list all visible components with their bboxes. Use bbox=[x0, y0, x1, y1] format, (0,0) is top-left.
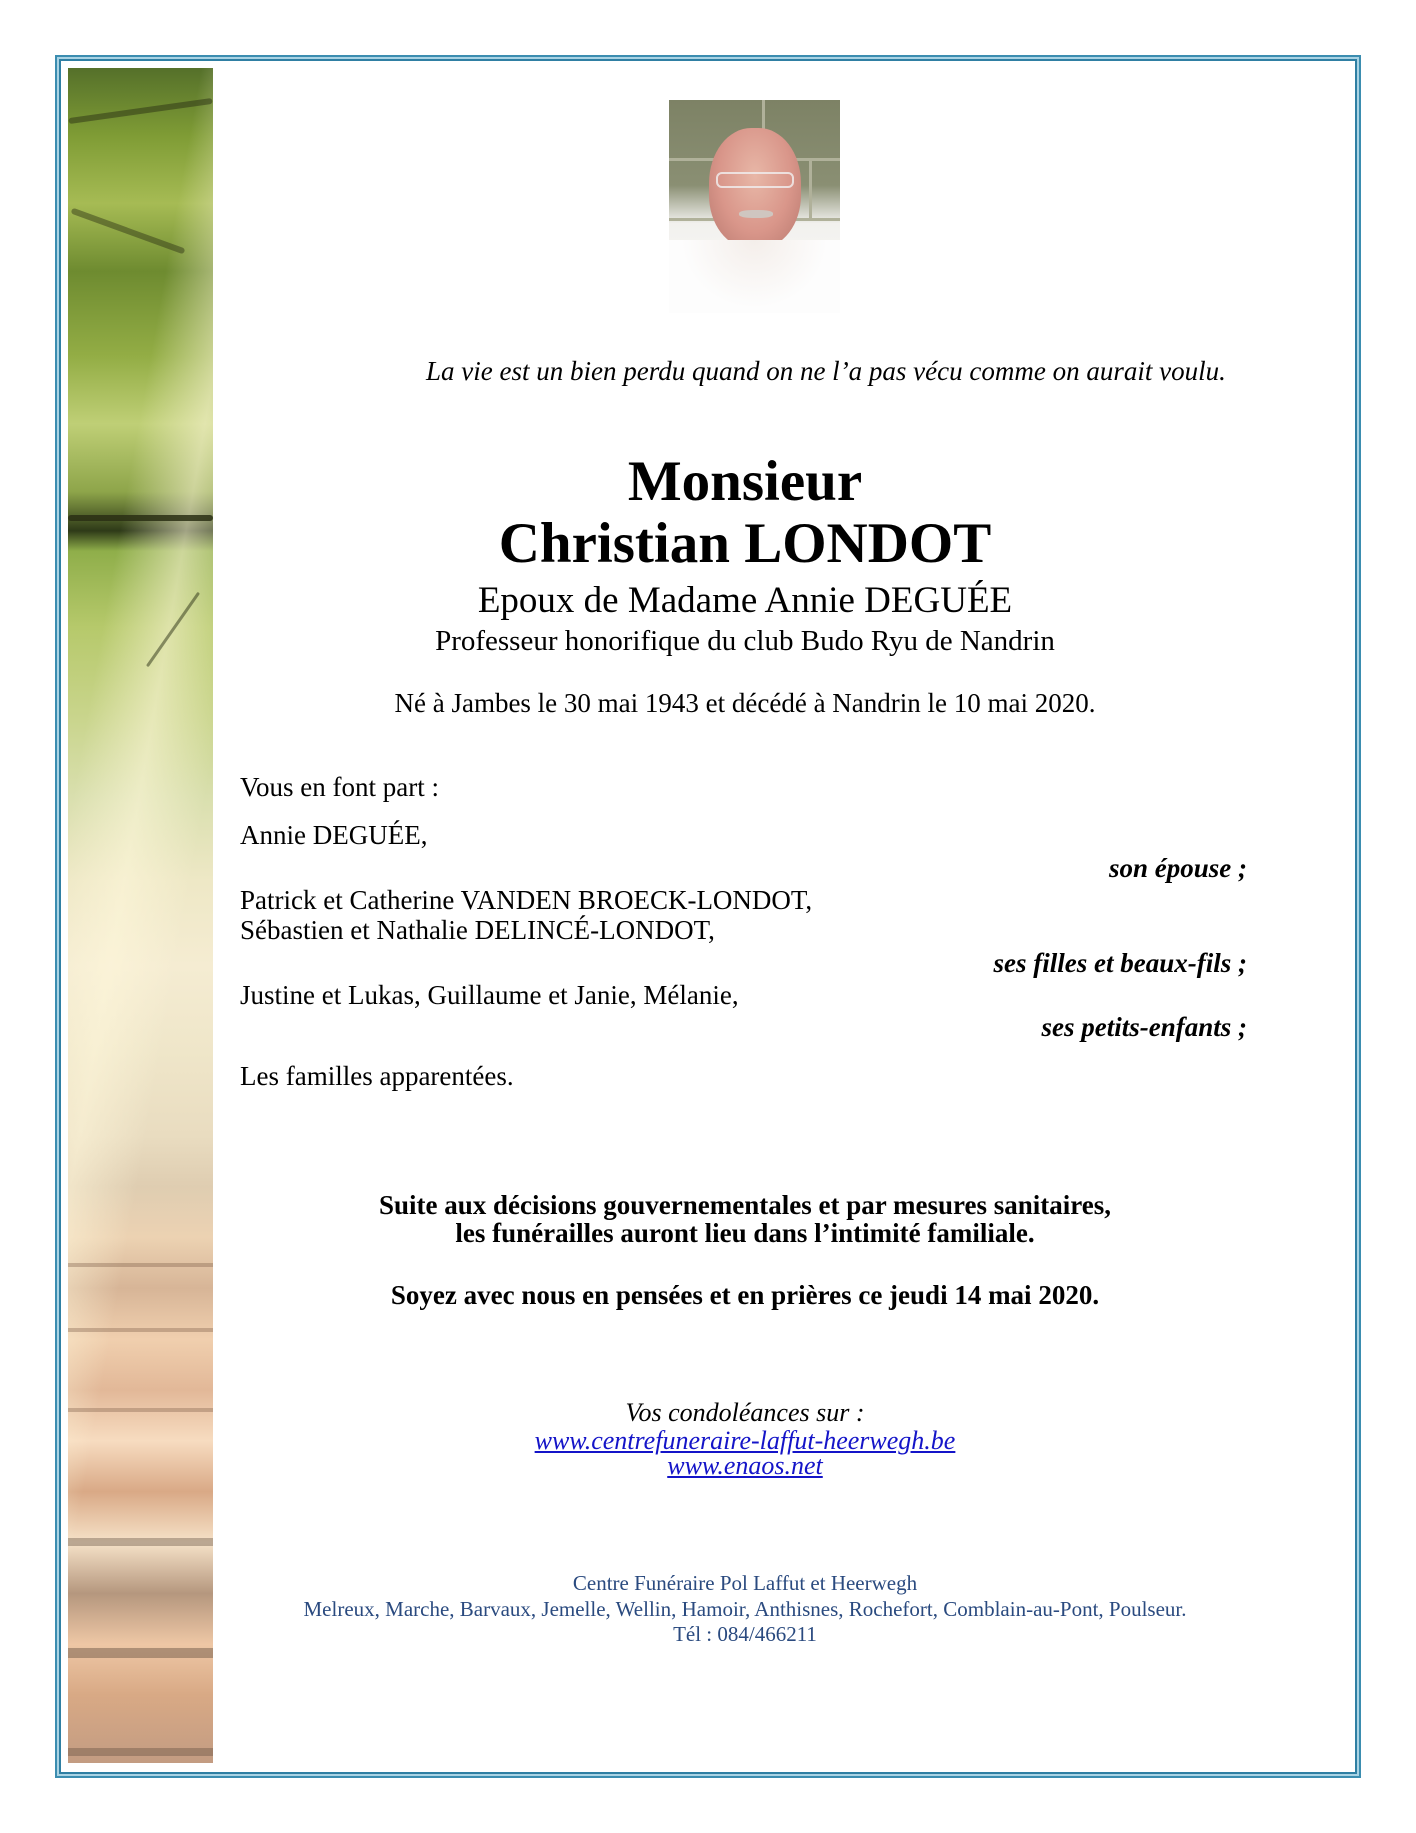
family-name: Patrick et Catherine VANDEN BROECK-LONDOT, bbox=[240, 885, 813, 915]
epitaph-quote: La vie est un bien perdu quand on ne l’a pas vécu comme on aurait voulu. bbox=[426, 356, 1226, 386]
notice-line-1: Suite aux décisions gouvernementales et par mesures sanitaires, bbox=[379, 1190, 1111, 1220]
family-relation: son épouse ; bbox=[1108, 853, 1247, 883]
family-name: Justine et Lukas, Guillaume et Janie, Mélanie, bbox=[240, 980, 739, 1010]
condolences-link-funeral-center[interactable]: www.centrefuneraire-laffut-heerwegh.be bbox=[534, 1426, 956, 1455]
title-line: Professeur honorifique du club Budo Ryu de Nandrin bbox=[435, 625, 1055, 657]
spouse-line: Epoux de Madame Annie DEGUÉE bbox=[477, 580, 1013, 621]
family-relation: ses filles et beaux-fils ; bbox=[993, 948, 1247, 978]
forest-path-decorative-image bbox=[68, 68, 213, 1763]
portrait-photo bbox=[669, 100, 840, 313]
footer-phone: Tél : 084/466211 bbox=[673, 1622, 817, 1646]
condolences-link-enaos[interactable]: www.enaos.net bbox=[667, 1451, 823, 1480]
condolences-label: Vos condoléances sur : bbox=[625, 1398, 865, 1427]
family-name: Annie DEGUÉE, bbox=[240, 820, 428, 850]
footer-company: Centre Funéraire Pol Laffut et Heerwegh bbox=[572, 1571, 918, 1595]
family-relation: ses petits-enfants ; bbox=[1041, 1012, 1247, 1042]
dates-line: Né à Jambes le 30 mai 1943 et décédé à Nandrin le 10 mai 2020. bbox=[394, 688, 1096, 718]
family-name: Sébastien et Nathalie DELINCÉ-LONDOT, bbox=[240, 915, 715, 945]
family-intro: Vous en font part : bbox=[240, 772, 439, 802]
honorific: Monsieur bbox=[627, 450, 863, 513]
footer-locations: Melreux, Marche, Barvaux, Jemelle, Wellin, Hamoir, Anthisnes, Rochefort, Comblain-au-Pont, Poulseur. bbox=[303, 1597, 1187, 1621]
notice-line-2: les funérailles auront lieu dans l’intimité familiale. bbox=[455, 1218, 1035, 1248]
notice-line-3: Soyez avec nous en pensées et en prières ce jeudi 14 mai 2020. bbox=[390, 1280, 1100, 1310]
deceased-name: Christian LONDOT bbox=[498, 512, 992, 575]
family-closing: Les familles apparentées. bbox=[240, 1061, 514, 1091]
